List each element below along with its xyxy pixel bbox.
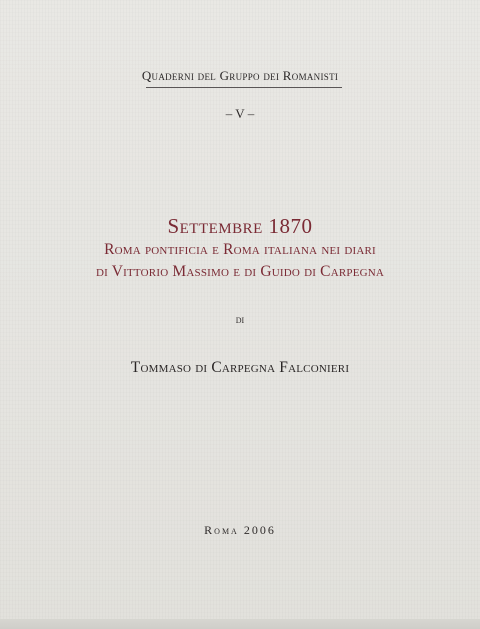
series-underline [146, 87, 342, 88]
book-title: Settembre 1870 [167, 214, 313, 238]
imprint: Roma 2006 [204, 523, 276, 537]
book-subtitle-line-2: di Vittorio Massimo e di Guido di Carpegna [95, 263, 385, 280]
author-name: Tommaso di Carpegna Falconieri [130, 359, 350, 376]
book-subtitle-line-1: Roma pontificia e Roma italiana nei diari [104, 241, 376, 258]
volume-number: – V – [225, 106, 255, 121]
cover-bottom-edge [0, 619, 480, 629]
series-title: Quaderni del Gruppo dei Romanisti [141, 68, 339, 83]
by-line: di [235, 312, 245, 326]
